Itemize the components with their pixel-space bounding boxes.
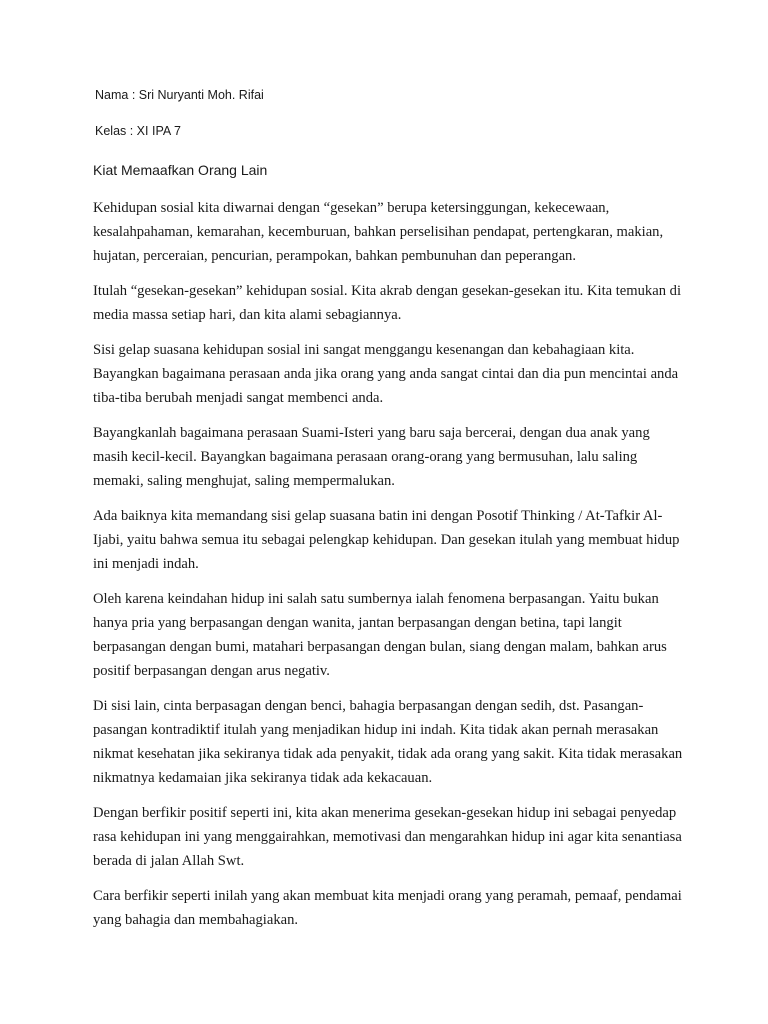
paragraph: Cara berfikir seperti inilah yang akan membuat kita menjadi orang yang peramah, pemaaf, pendamai yang bahagia dan membahagiakan. [93,888,682,928]
paragraph: Itulah “gesekan-gesekan” kehidupan sosial. Kita akrab dengan gesekan-gesekan itu. Kita temukan di media massa setiap hari, dan kita alami sebagiannya. [93,283,681,323]
student-class: Kelas : XI IPA 7 [95,124,181,138]
document-title: Kiat Memaafkan Orang Lain [93,162,268,178]
paragraph: Kehidupan sosial kita diwarnai dengan “gesekan” berupa ketersinggungan, kekecewaan, kesalahpahaman, kemarahan, kecemburuan, bahkan perselisihan pendapat, pertengkaran, makian, hujatan, perceraian, pencurian, perampokan, bahkan pembunuhan dan peperangan. [93,200,664,264]
paragraph: Bayangkanlah bagaimana perasaan Suami-Isteri yang baru saja bercerai, dengan dua anak yang masih kecil-kecil. Bayangkan bagaimana perasaan orang-orang yang bermusuhan, lalu saling memaki, saling menghujat, saling mempermalukan. [93,425,650,489]
paragraph: Ada baiknya kita memandang sisi gelap suasana batin ini dengan Posotif Thinking / At-Tafkir Al-Ijabi, yaitu bahwa semua itu sebagai pelengkap kehidupan. Dan gesekan itulah yang membuat hidup ini menjadi indah. [93,508,680,572]
paragraph: Dengan berfikir positif seperti ini, kita akan menerima gesekan-gesekan hidup ini sebagai penyedap rasa kehidupan ini yang menggairahkan, memotivasi dan mengarahkan hidup ini agar kita senantiasa berada di jalan Allah Swt. [93,805,682,869]
student-name: Nama : Sri Nuryanti Moh. Rifai [95,88,264,102]
paragraph: Oleh karena keindahan hidup ini salah satu sumbernya ialah fenomena berpasangan. Yaitu bukan hanya pria yang berpasangan dengan wanita, jantan berpasangan dengan betina, tapi langit berpasangan dengan bumi, matahari berpasangan dengan bulan, siang dengan malam, bahkan arus positif berpasangan dengan arus negativ. [93,591,667,679]
document-body [93,196,683,943]
paragraph: Sisi gelap suasana kehidupan sosial ini sangat menggangu kesenangan dan kebahagiaan kita. Bayangkan bagaimana perasaan anda jika orang yang anda sangat cintai dan dia pun mencintai anda tiba-tiba berubah menjadi sangat membenci anda. [93,342,679,406]
paragraph: Di sisi lain, cinta berpasagan dengan benci, bahagia berpasangan dengan sedih, dst. Pasangan-pasangan kontradiktif itulah yang menjadikan hidup ini indah. Kita tidak akan pernah merasakan nikmat kesehatan jika sekiranya tidak ada penyakit, tidak ada orang yang sakit. Kita tidak merasakan nikmatnya kedamaian jika sekiranya tidak ada kekacauan. [93,698,683,786]
